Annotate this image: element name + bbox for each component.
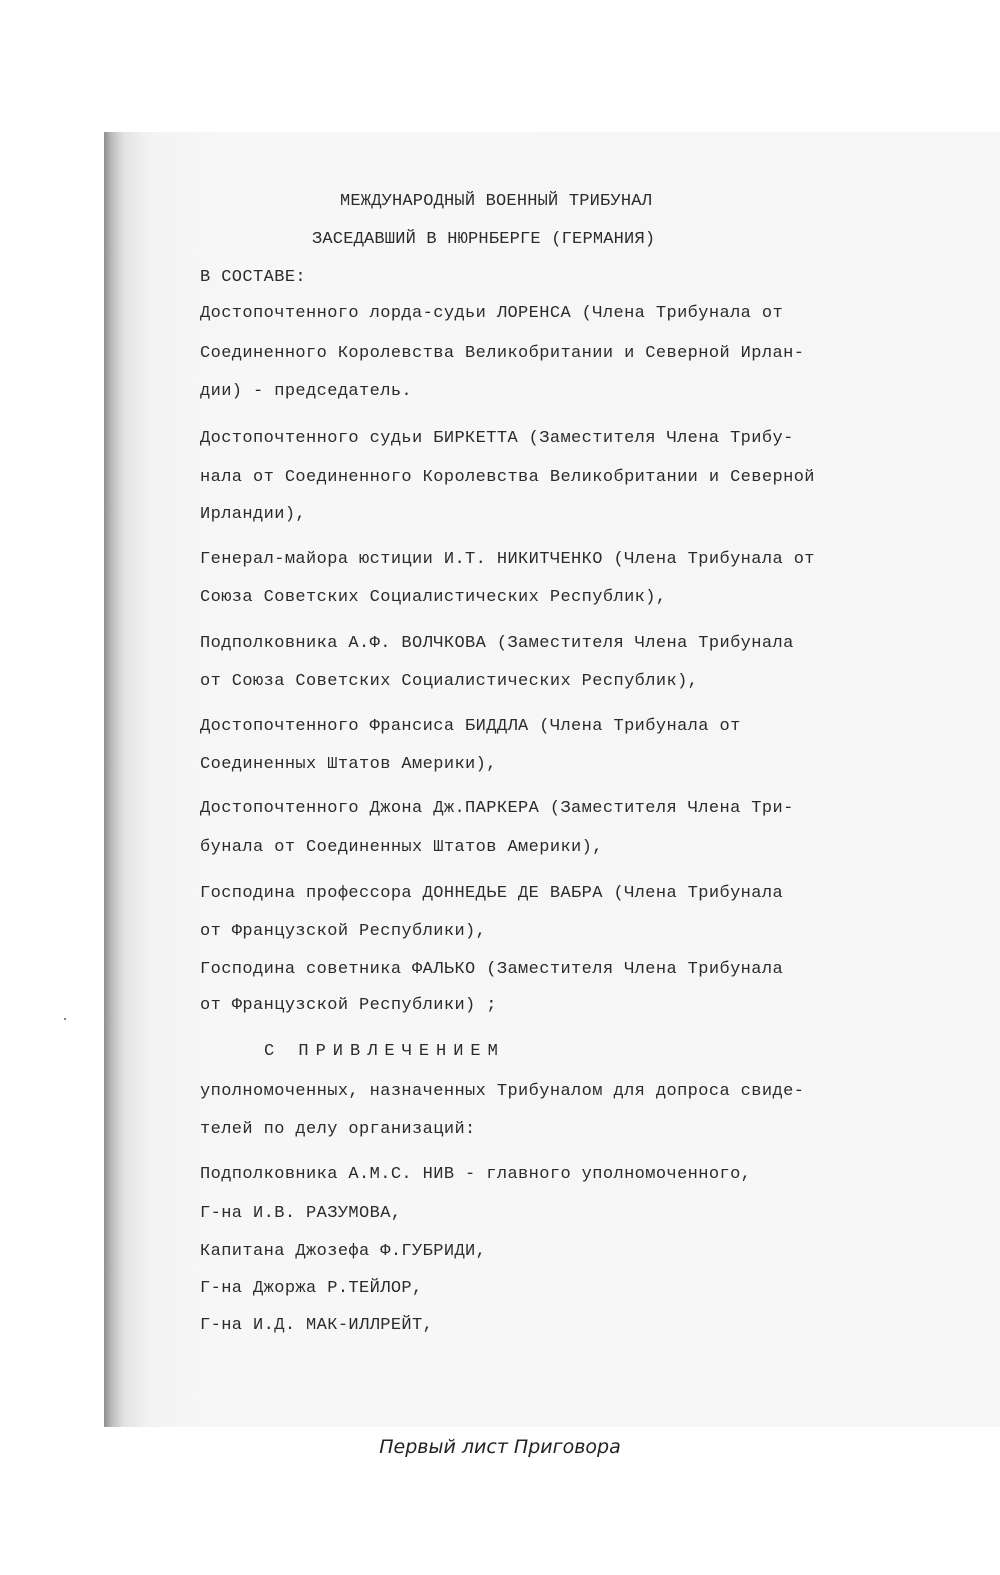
participation-line: Г-на Джоржа Р.ТЕЙЛОР, [200, 1279, 423, 1298]
composition-line: дии) - председатель. [200, 382, 413, 401]
participation-line: Капитана Джозефа Ф.ГУБРИДИ, [200, 1242, 487, 1261]
composition-line: Достопочтенного Джона Дж.ПАРКЕРА (Заместителя Члена Три- [200, 799, 794, 818]
participation-line: Подполковника А.М.С. НИВ - главного уполномоченного, [200, 1165, 752, 1184]
tribunal-subtitle: ЗАСЕДАВШИЙ В НЮРНБЕРГЕ (ГЕРМАНИЯ) [312, 230, 656, 249]
composition-heading: В СОСТАВЕ: [200, 268, 307, 287]
participation-line: телей по делу организаций: [200, 1120, 476, 1139]
composition-line: Подполковника А.Ф. ВОЛЧКОВА (Заместителя Члена Трибунала [200, 634, 794, 653]
composition-line: нала от Соединенного Королевства Великобритании и Северной [200, 468, 815, 487]
composition-line: Господина советника ФАЛЬКО (Заместителя Члена Трибунала [200, 960, 784, 979]
composition-line: Соединенных Штатов Америки), [200, 755, 497, 774]
participation-line: Г-на И.Д. МАК-ИЛЛРЕЙТ, [200, 1316, 434, 1335]
composition-line: Достопочтенного судьи БИРКЕТТА (Заместителя Члена Трибу- [200, 429, 794, 448]
participation-line: уполномоченных, назначенных Трибуналом для допроса свиде- [200, 1082, 805, 1101]
composition-line: Генерал-майора юстиции И.Т. НИКИТЧЕНКО (Члена Трибунала от [200, 550, 815, 569]
composition-line: от Французской Республики) ; [200, 996, 497, 1015]
scan-speck [64, 1018, 66, 1020]
composition-line: Достопочтенного лорда-судьи ЛОРЕНСА (Члена Трибунала от [200, 304, 784, 323]
tribunal-title: МЕЖДУНАРОДНЫЙ ВОЕННЫЙ ТРИБУНАЛ [340, 192, 653, 211]
composition-line: Соединенного Королевства Великобритании и Северной Ирлан- [200, 344, 805, 363]
composition-line: бунала от Соединенных Штатов Америки), [200, 838, 603, 857]
participation-line: Г-на И.В. РАЗУМОВА, [200, 1204, 402, 1223]
composition-line: от Союза Советских Социалистических Республик), [200, 672, 699, 691]
composition-line: Ирландии), [200, 505, 307, 524]
figure-caption: Первый лист Приговора [379, 1436, 621, 1458]
composition-line: Господина профессора ДОННЕДЬЕ ДЕ ВАБРА (Члена Трибунала [200, 884, 784, 903]
composition-line: от Французской Республики), [200, 922, 487, 941]
participation-heading: С ПРИВЛЕЧЕНИЕМ [264, 1042, 505, 1061]
composition-line: Союза Советских Социалистических Республик), [200, 588, 667, 607]
composition-line: Достопочтенного Франсиса БИДДЛА (Члена Трибунала от [200, 717, 741, 736]
document-page [104, 132, 1000, 1427]
